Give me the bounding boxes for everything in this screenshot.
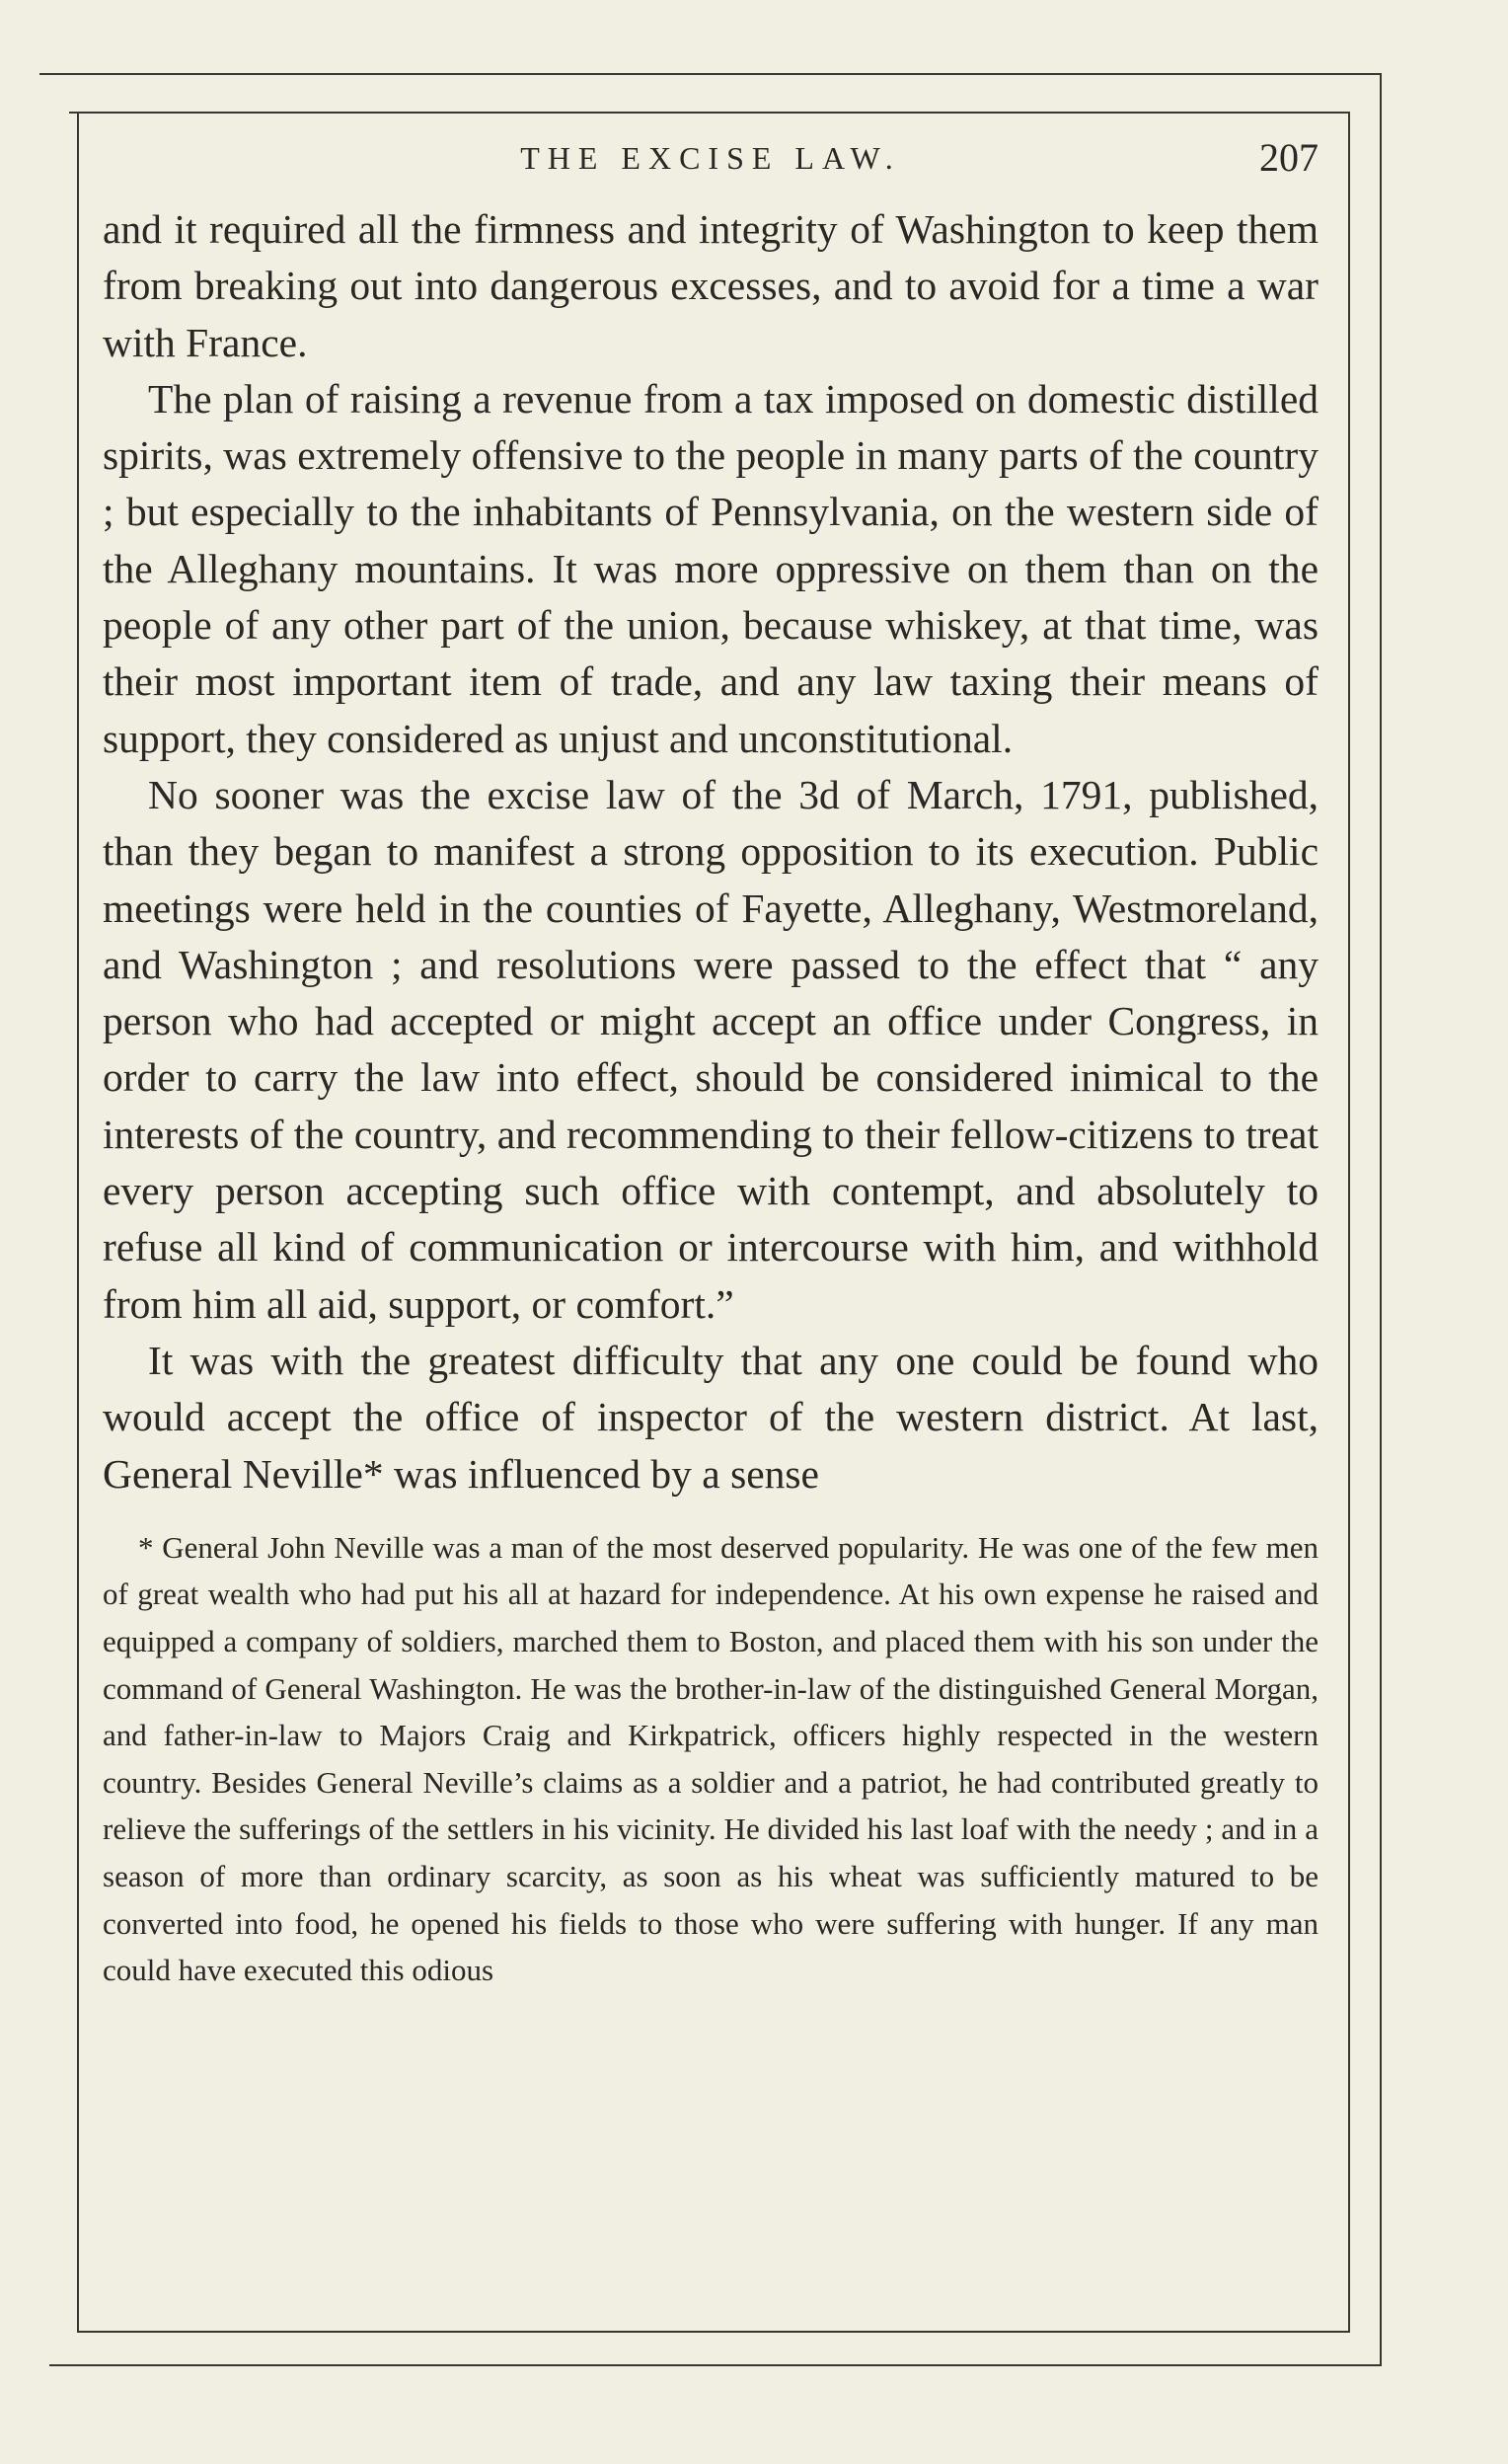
paragraph-revenue-tax: The plan of raising a revenue from a tax imposed on domestic distilled spirits, was extremely offensive to the people in many parts of the country ; but especially to the inhabitants of Pennsylvania, on the western side of the Alleghany mountains. It was more oppressive on them than on the people of any other part of the union, because whiskey, at that time, was their most important item of trade, and any law taxing their means of support, they considered as unjust and unconstitutional. [103, 375, 1319, 761]
frame-outer-top-rule [39, 73, 1382, 75]
page-number: 207 [1259, 135, 1319, 180]
running-title: THE EXCISE LAW. [520, 140, 901, 176]
body-text [103, 201, 1319, 1502]
frame-inner-bottom-rule [77, 2331, 1350, 2333]
running-head [103, 126, 1319, 192]
book-page [103, 126, 1319, 1994]
frame-inner-top-rule [69, 112, 1348, 114]
frame-outer-right-rule [1380, 73, 1382, 2366]
frame-left-rule [77, 112, 79, 2333]
paragraph-excise-law: No sooner was the excise law of the 3d of March, 1791, published, than they began to manifest a strong opposition to its execution. Public meetings were held in the counties of Fayette, Alleghany, Westmoreland, and Washington ; and resolutions were passed to the effect that “ any person who had accepted or might accept an office under Congress, in order to carry the law into effect, should be considered inimical to the interests of the country, and recommending to their fellow-citizens to treat every person accepting such office with contempt, and absolutely to refuse all kind of communication or intercourse with him, and withhold from him all aid, support, or comfort.” [103, 771, 1319, 1327]
paragraph-continuation: and it required all the firmness and integrity of Washington to keep them from breaking out into dangerous excesses, and to avoid for a time a war with France. [103, 206, 1319, 365]
footnote-text: * General John Neville was a man of the most deserved popularity. He was one of the few men of great wealth who had put his all at hazard for independence. At his own expense he raised and equipped a company of soldiers, marched them to Boston, and placed them with his son under the command of General Washington. He was the brother-in-law of the distinguished General Morgan, and father-in-law to Majors Craig and Kirkpatrick, officers highly respected in the western country. Besides General Neville’s claims as a soldier and a patriot, he had contributed greatly to relieve the sufferings of the settlers in his vicinity. He divided his last loaf with the needy ; and in a season of more than ordinary scarcity, as soon as his wheat was sufficiently matured to be converted into food, he opened his fields to those who were suffering with hunger. If any man could have executed this odious [103, 1529, 1319, 1988]
frame-outer-bottom-rule [49, 2364, 1382, 2366]
frame-right-rule [1348, 112, 1350, 2333]
paragraph-inspector: It was with the greatest difficulty that any one could be found who would accept the office of inspector of the western district. At last, General Neville* was influenced by a sense [103, 1337, 1319, 1497]
footnote [103, 1524, 1319, 1994]
